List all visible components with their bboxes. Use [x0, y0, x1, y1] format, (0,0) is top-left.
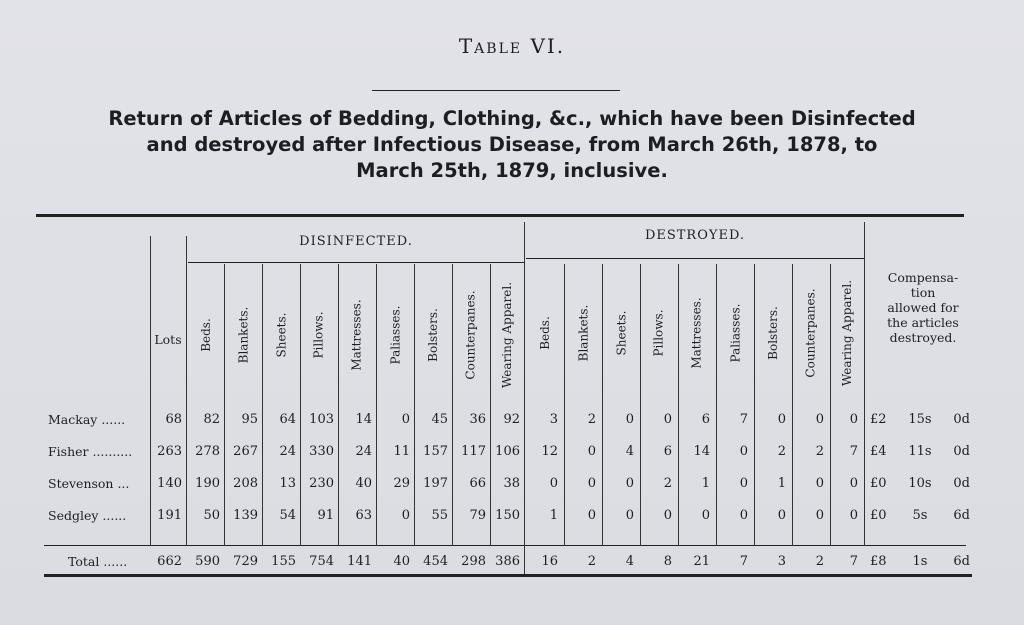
heading-line: March 25th, 1879, inclusive. — [356, 159, 668, 182]
destroyed-header-label: Counterpanes. — [804, 288, 819, 378]
destroyed-header — [687, 268, 707, 398]
destroyed-header-label: Wearing Apparel. — [840, 279, 854, 387]
compensation-part: 6d — [953, 508, 970, 523]
table-title: Table VI. — [458, 34, 566, 58]
compensation-part: 11s — [908, 444, 932, 459]
destroyed-cell: 0 — [849, 476, 858, 491]
destroyed-header — [763, 268, 783, 398]
destroyed-cell: 0 — [777, 412, 786, 427]
compensation-part: £4 — [870, 444, 887, 459]
disinfected-cell: 79 — [469, 508, 486, 523]
disinfected-cell: 91 — [317, 508, 334, 523]
column-rule — [262, 264, 263, 546]
disinfected-header — [423, 270, 443, 400]
disinfected-cell: 754 — [309, 554, 334, 569]
destroyed-cell: 0 — [625, 508, 634, 523]
disinfected-header-label: Pillows. — [312, 311, 326, 359]
disinfected-header — [233, 270, 253, 400]
destroyed-cell: 7 — [739, 412, 748, 427]
destroyed-header — [725, 268, 745, 398]
destroyed-cell: 0 — [849, 508, 858, 523]
lots-cell: 191 — [157, 508, 182, 523]
destroyed-cell: 21 — [693, 554, 710, 569]
destroyed-cell: 1 — [701, 476, 710, 491]
column-rule — [754, 264, 755, 546]
column-rule — [300, 264, 301, 546]
destroyed-cell: 0 — [663, 508, 672, 523]
disinfected-cell: 386 — [495, 554, 520, 569]
compensation-part: £2 — [870, 412, 887, 427]
column-rule — [150, 236, 151, 546]
disinfected-cell: 141 — [347, 554, 372, 569]
destroyed-cell: 16 — [541, 554, 558, 569]
disinfected-cell: 139 — [233, 508, 258, 523]
column-rule — [376, 264, 377, 546]
disinfected-cell: 64 — [279, 412, 296, 427]
destroyed-cell: 2 — [587, 412, 596, 427]
destroyed-cell: 4 — [625, 554, 634, 569]
destroyed-cell: 0 — [587, 508, 596, 523]
disinfected-header-label: Wearing Apparel. — [500, 281, 514, 389]
disinfected-cell: 230 — [309, 476, 334, 491]
destroyed-header-label: Blankets. — [576, 304, 590, 362]
disinfected-cell: 55 — [431, 508, 448, 523]
destroyed-cell: 0 — [777, 508, 786, 523]
destroyed-cell: 2 — [815, 444, 824, 459]
column-rule — [524, 222, 525, 546]
compensation-cell — [870, 474, 970, 494]
lots-cell: 68 — [165, 412, 182, 427]
destroyed-header-label: Paliasses. — [728, 303, 743, 363]
destroyed-cell: 0 — [815, 412, 824, 427]
column-rule — [524, 546, 525, 574]
disinfected-cell: 14 — [355, 412, 372, 427]
total-rule — [44, 545, 966, 546]
destroyed-header-label: Beds. — [538, 316, 553, 350]
disinfected-cell: 278 — [195, 444, 220, 459]
disinfected-header-label: Counterpanes. — [464, 290, 479, 380]
destroyed-cell: 0 — [587, 444, 596, 459]
column-rule — [224, 264, 225, 546]
disinfected-header — [497, 270, 517, 400]
disinfected-cell: 63 — [355, 508, 372, 523]
compensation-part: 6d — [953, 554, 970, 569]
destroyed-header — [837, 268, 857, 398]
compensation-part: 15s — [908, 412, 932, 427]
disinfected-cell: 40 — [355, 476, 372, 491]
compensation-part: 1s — [912, 554, 928, 569]
disinfected-cell: 0 — [401, 412, 410, 427]
disinfected-header-label: Mattresses. — [350, 299, 365, 371]
column-rule — [678, 264, 679, 546]
destroyed-cell: 1 — [549, 508, 558, 523]
destroyed-cell: 2 — [815, 554, 824, 569]
destroyed-cell: 0 — [739, 444, 748, 459]
compensation-header-line: the articles — [887, 315, 959, 330]
destroyed-cell: 0 — [701, 508, 710, 523]
destroyed-cell: 3 — [777, 554, 786, 569]
destroyed-header — [611, 268, 631, 398]
disinfected-header — [196, 270, 216, 400]
compensation-part: £0 — [870, 508, 887, 523]
disinfected-cell: 66 — [469, 476, 486, 491]
destroyed-header-label: Pillows. — [652, 309, 666, 357]
destroyed-cell: 7 — [739, 554, 748, 569]
lots-header: Lots — [154, 332, 182, 347]
compensation-cell — [870, 442, 970, 462]
column-rule — [186, 236, 187, 546]
destroyed-cell: 0 — [849, 412, 858, 427]
destroyed-cell: 8 — [663, 554, 672, 569]
destroyed-header-label: Bolsters. — [766, 306, 781, 360]
column-rule — [830, 264, 831, 546]
disinfected-cell: 150 — [495, 508, 520, 523]
heading-line: and destroyed after Infectious Disease, from March 26th, 1878, to — [146, 133, 878, 156]
compensation-header — [866, 270, 980, 345]
destroyed-cell: 1 — [777, 476, 786, 491]
destroyed-cell: 4 — [625, 444, 634, 459]
disinfected-header — [385, 270, 405, 400]
disinfected-cell: 155 — [271, 554, 296, 569]
destroyed-header — [573, 268, 593, 398]
destroyed-cell: 12 — [541, 444, 558, 459]
row-name: Stevenson ... — [48, 476, 130, 491]
column-rule — [792, 264, 793, 546]
disinfected-cell: 729 — [233, 554, 258, 569]
disinfected-cell: 40 — [393, 554, 410, 569]
disinfected-cell: 45 — [431, 412, 448, 427]
table-top-rule — [36, 214, 964, 217]
destroyed-header — [801, 268, 821, 398]
disinfected-header-label: Bolsters. — [426, 308, 441, 362]
destroyed-cell: 2 — [587, 554, 596, 569]
compensation-part: 0d — [953, 444, 970, 459]
compensation-cell — [870, 552, 970, 572]
disinfected-cell: 11 — [393, 444, 410, 459]
destroyed-header-label: Sheets. — [614, 310, 629, 356]
disinfected-cell: 157 — [423, 444, 448, 459]
disinfected-cell: 29 — [393, 476, 410, 491]
compensation-part: 0d — [953, 412, 970, 427]
disinfected-cell: 95 — [241, 412, 258, 427]
heading-line: Return of Articles of Bedding, Clothing, &c., which have been Disinfected — [108, 107, 916, 130]
destroyed-cell: 7 — [849, 444, 858, 459]
disinfected-cell: 103 — [309, 412, 334, 427]
disinfected-cell: 208 — [233, 476, 258, 491]
disinfected-header-label: Beds. — [199, 318, 214, 352]
destroyed-cell: 14 — [693, 444, 710, 459]
disinfected-cell: 92 — [503, 412, 520, 427]
destroyed-cell: 0 — [587, 476, 596, 491]
lots-cell: 263 — [157, 444, 182, 459]
destroyed-cell: 2 — [777, 444, 786, 459]
disinfected-cell: 454 — [423, 554, 448, 569]
disinfected-cell: 330 — [309, 444, 334, 459]
destroyed-cell: 3 — [549, 412, 558, 427]
column-rule — [640, 264, 641, 546]
column-rule — [564, 264, 565, 546]
compensation-cell — [870, 506, 970, 526]
disinfected-cell: 190 — [195, 476, 220, 491]
row-name: Mackay ...... — [48, 412, 126, 427]
compensation-part: 10s — [908, 476, 932, 491]
disinfected-cell: 24 — [355, 444, 372, 459]
destroyed-cell: 6 — [701, 412, 710, 427]
disinfected-cell: 0 — [401, 508, 410, 523]
table-bottom-rule — [44, 574, 972, 577]
destroyed-group-label: DESTROYED. — [644, 228, 746, 243]
disinfected-group-rule — [188, 262, 524, 263]
destroyed-cell: 0 — [815, 508, 824, 523]
disinfected-header-label: Paliasses. — [388, 305, 403, 365]
compensation-part: 0d — [953, 476, 970, 491]
disinfected-header — [271, 270, 291, 400]
compensation-header-line: tion — [910, 285, 936, 300]
destroyed-group-rule — [526, 258, 864, 259]
destroyed-cell: 0 — [739, 476, 748, 491]
row-name: Sedgley ...... — [48, 508, 127, 523]
disinfected-cell: 267 — [233, 444, 258, 459]
disinfected-cell: 24 — [279, 444, 296, 459]
destroyed-cell: 0 — [625, 412, 634, 427]
disinfected-cell: 590 — [195, 554, 220, 569]
compensation-header-line: destroyed. — [889, 330, 957, 345]
compensation-part: £8 — [870, 554, 887, 569]
disinfected-cell: 38 — [503, 476, 520, 491]
compensation-header-line: allowed for — [887, 300, 959, 315]
compensation-header-line: Compensa- — [887, 270, 959, 285]
disinfected-cell: 50 — [203, 508, 220, 523]
lots-cell: 140 — [157, 476, 182, 491]
disinfected-cell: 117 — [461, 444, 486, 459]
column-rule — [338, 264, 339, 546]
destroyed-cell: 0 — [739, 508, 748, 523]
destroyed-header — [649, 268, 669, 398]
compensation-part: £0 — [870, 476, 887, 491]
destroyed-cell: 6 — [663, 444, 672, 459]
disinfected-header — [347, 270, 367, 400]
column-rule — [716, 264, 717, 546]
column-rule — [452, 264, 453, 546]
disinfected-header — [461, 270, 481, 400]
destroyed-header-label: Mattresses. — [690, 297, 705, 369]
compensation-part: 5s — [912, 508, 928, 523]
compensation-cell — [870, 410, 970, 430]
destroyed-cell: 0 — [663, 412, 672, 427]
column-rule — [414, 264, 415, 546]
disinfected-header-label: Sheets. — [274, 312, 289, 358]
disinfected-cell: 36 — [469, 412, 486, 427]
destroyed-cell: 0 — [625, 476, 634, 491]
column-rule — [602, 264, 603, 546]
disinfected-group-label: DISINFECTED. — [299, 234, 413, 249]
column-rule — [490, 264, 491, 546]
disinfected-header — [309, 270, 329, 400]
lots-cell: 662 — [157, 554, 182, 569]
disinfected-header-label: Blankets. — [236, 306, 250, 364]
column-rule — [864, 222, 865, 546]
disinfected-cell: 54 — [279, 508, 296, 523]
row-name: Fisher .......... — [48, 444, 133, 459]
table-heading — [40, 106, 984, 184]
destroyed-header — [535, 268, 555, 398]
destroyed-cell: 0 — [815, 476, 824, 491]
title-rule — [372, 90, 620, 91]
disinfected-cell: 82 — [203, 412, 220, 427]
destroyed-cell: 0 — [549, 476, 558, 491]
total-label: Total ...... — [68, 554, 128, 569]
destroyed-cell: 2 — [663, 476, 672, 491]
disinfected-cell: 13 — [279, 476, 296, 491]
disinfected-cell: 106 — [495, 444, 520, 459]
disinfected-cell: 298 — [461, 554, 486, 569]
disinfected-cell: 197 — [423, 476, 448, 491]
destroyed-cell: 7 — [849, 554, 858, 569]
